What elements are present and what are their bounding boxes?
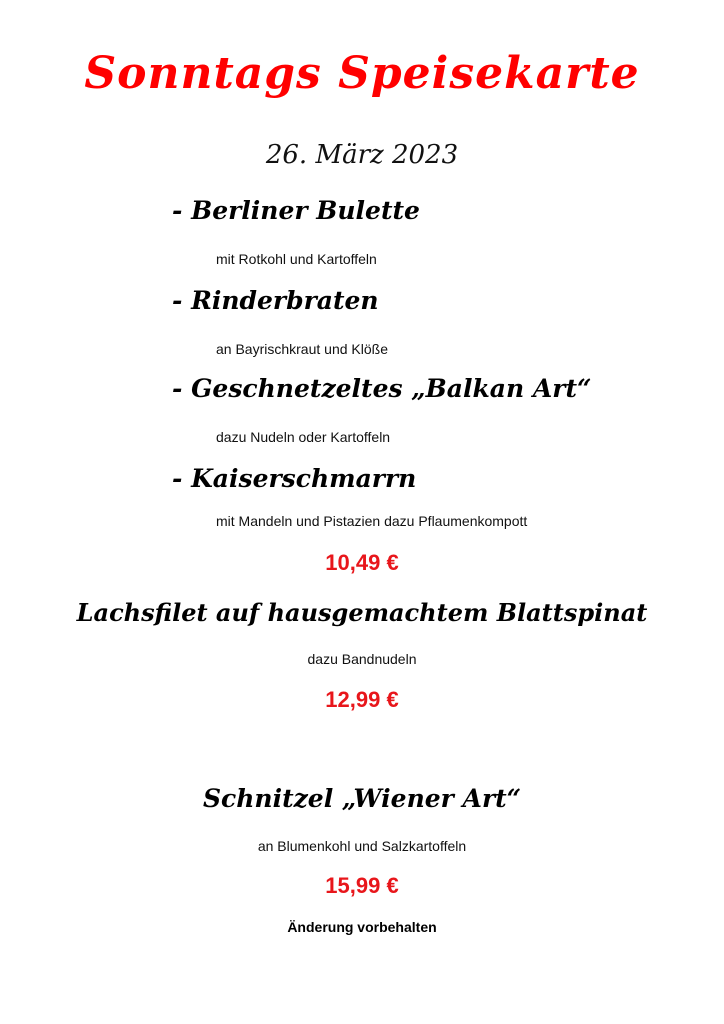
menu-item-description: an Bayrischkraut und Klöße [216,341,388,357]
special-dish-description: dazu Bandnudeln [307,651,417,667]
special-dish-price: 12,99 € [325,687,399,712]
menu-item-name: - Berliner Bulette [172,196,420,225]
menu-item-description: mit Mandeln und Pistazien dazu Pflaumenkompott [216,513,528,529]
special-dish-name: Schnitzel „Wiener Art“ [202,784,522,813]
footer-note: Änderung vorbehalten [287,919,437,935]
menu-item-name: - Kaiserschmarrn [172,464,417,493]
menu-item-name: - Rinderbraten [172,286,379,315]
menu-item-name: - Geschnetzeltes „Balkan Art“ [172,374,592,403]
special-dish-name: Lachsfilet auf hausgemachtem Blattspinat [76,598,648,627]
menu-item-description: mit Rotkohl und Kartoffeln [216,251,377,267]
menu-item-description: dazu Nudeln oder Kartoffeln [216,429,391,445]
menu-title: Sonntags Speisekarte [84,48,640,99]
menu-price: 10,49 € [325,550,399,575]
special-dish-description: an Blumenkohl und Salzkartoffeln [257,838,467,854]
menu-date: 26. März 2023 [265,140,459,170]
special-dish-price: 15,99 € [325,873,399,898]
